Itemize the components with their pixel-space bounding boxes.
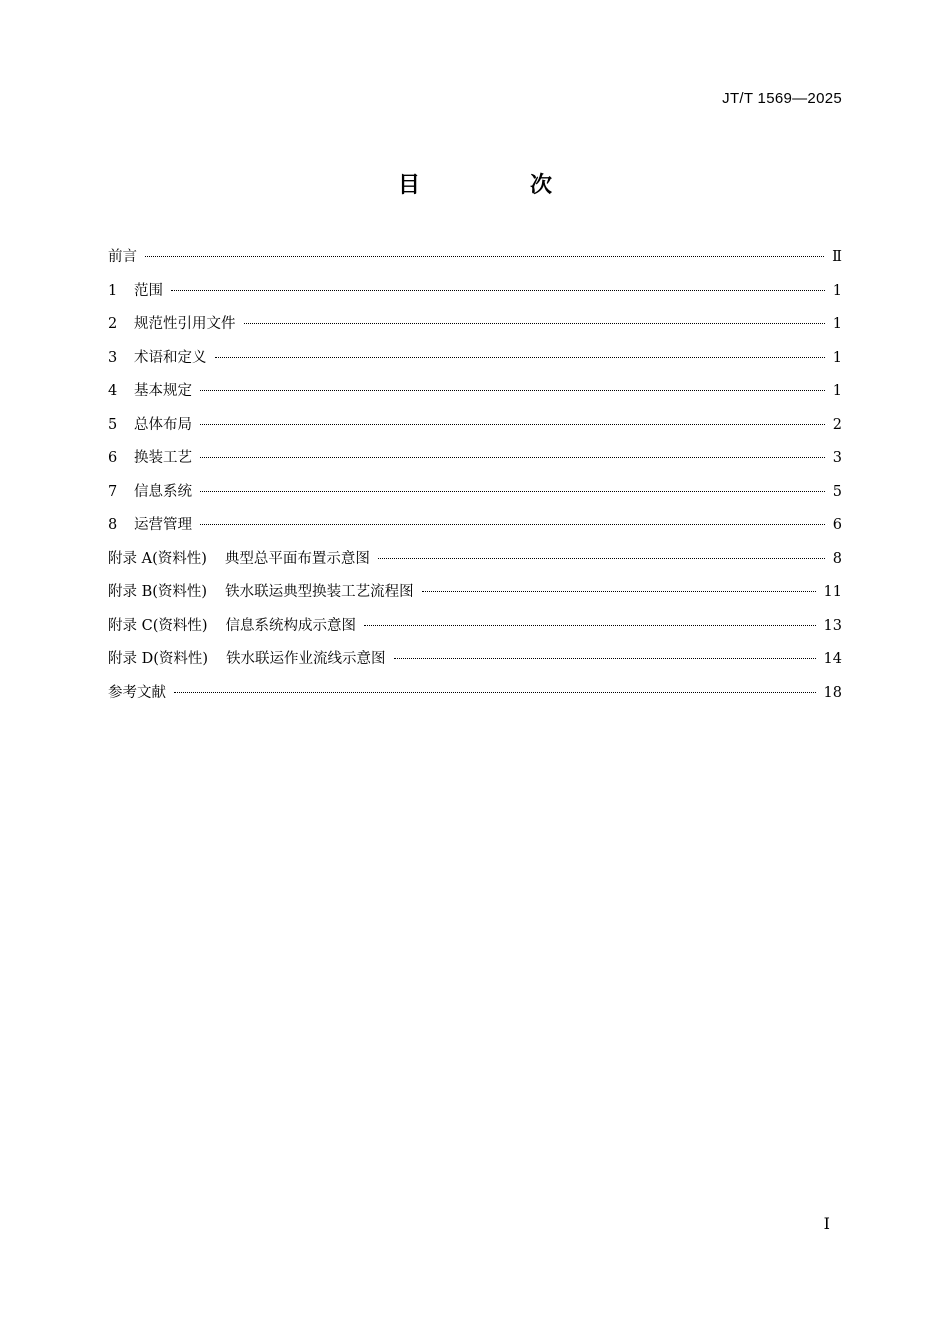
toc-entry-number: 2	[108, 316, 118, 332]
toc-entry-page: 18	[823, 684, 842, 701]
toc-leader-dots	[200, 457, 825, 458]
toc-entry-label	[134, 279, 163, 300]
toc-entry-label	[108, 614, 356, 635]
toc-entry[interactable]	[108, 379, 842, 413]
toc-entry-number: 7	[108, 483, 118, 500]
toc-entry-label-text: 参考文献	[108, 684, 166, 701]
toc-entry-label	[108, 580, 414, 601]
toc-entry[interactable]	[108, 480, 842, 514]
toc-leader-dots	[378, 558, 825, 559]
toc-entry-number: 8	[108, 517, 118, 533]
toc-entry-label-text: 附录 C(资料性)	[108, 617, 208, 634]
table-of-contents	[108, 245, 842, 714]
toc-leader-dots	[200, 424, 825, 425]
toc-entry-label-text: 附录 D(资料性)	[108, 651, 209, 667]
toc-entry-page: Ⅱ	[832, 249, 842, 265]
toc-entry-number: 4	[108, 383, 118, 399]
toc-leader-dots	[171, 290, 825, 291]
toc-entry[interactable]	[108, 413, 842, 447]
toc-entry-page: 1	[832, 282, 842, 299]
toc-leader-dots	[200, 524, 825, 525]
toc-entry-appendix-title: 信息系统构成示意图	[225, 617, 357, 634]
toc-entry-number: 6	[108, 450, 118, 466]
toc-entry-appendix-title: 铁水联运作业流线示意图	[226, 651, 386, 667]
toc-entry-label	[134, 379, 192, 400]
toc-entry-label-text: 附录 B(资料性)	[108, 584, 208, 600]
toc-entry-label-text: 总体布局	[134, 416, 192, 433]
toc-entry[interactable]	[108, 446, 842, 480]
toc-entry-page: 8	[832, 550, 842, 567]
toc-leader-dots	[200, 390, 825, 391]
toc-entry[interactable]	[108, 513, 842, 547]
toc-entry-appendix-title: 铁水联运典型换装工艺流程图	[225, 584, 414, 600]
toc-entry[interactable]	[108, 614, 842, 648]
toc-entry-page: 1	[832, 383, 842, 399]
toc-entry-label	[134, 312, 236, 333]
toc-entry-page: 13	[823, 617, 842, 634]
toc-leader-dots	[244, 323, 825, 324]
toc-entry-label	[108, 547, 370, 568]
toc-entry-label-text: 附录 A(资料性)	[108, 550, 207, 567]
document-code: JT/T 1569—2025	[722, 90, 842, 107]
toc-entry-label	[134, 513, 192, 534]
toc-entry-page: 1	[832, 349, 842, 366]
toc-leader-dots	[215, 357, 825, 358]
toc-entry[interactable]	[108, 647, 842, 681]
toc-leader-dots	[394, 658, 816, 659]
toc-entry-page: 1	[832, 316, 842, 332]
toc-entry-number: 1	[108, 282, 118, 299]
toc-entry-number: 5	[108, 416, 118, 433]
toc-entry-label	[134, 346, 207, 367]
toc-entry-page: 5	[832, 483, 842, 500]
toc-leader-dots	[200, 491, 825, 492]
toc-entry[interactable]	[108, 681, 842, 715]
toc-entry-label	[108, 647, 386, 668]
toc-entry-number: 3	[108, 349, 118, 366]
toc-leader-dots	[422, 591, 816, 592]
toc-entry[interactable]	[108, 346, 842, 380]
toc-entry[interactable]	[108, 245, 842, 279]
toc-entry-label-text: 范围	[134, 282, 163, 299]
toc-entry-label	[134, 413, 192, 434]
page-number: I	[823, 1214, 830, 1233]
toc-entry-label-text: 基本规定	[134, 383, 192, 399]
toc-entry-page: 11	[823, 584, 842, 600]
toc-entry-label-text: 运营管理	[134, 517, 192, 533]
toc-entry-label	[134, 446, 192, 467]
toc-entry-label	[108, 245, 137, 266]
toc-entry-label-text: 换装工艺	[134, 450, 192, 466]
toc-entry-page: 14	[823, 651, 842, 667]
toc-entry[interactable]	[108, 279, 842, 313]
toc-leader-dots	[364, 625, 816, 626]
toc-entry-label	[108, 681, 166, 702]
toc-entry-appendix-title: 典型总平面布置示意图	[224, 550, 370, 567]
toc-entry-page: 6	[832, 517, 842, 533]
toc-entry-page: 3	[832, 450, 842, 466]
toc-entry[interactable]	[108, 312, 842, 346]
toc-entry-page: 2	[832, 416, 842, 433]
toc-entry-label	[134, 480, 192, 501]
toc-leader-dots	[174, 692, 816, 693]
toc-entry[interactable]	[108, 580, 842, 614]
toc-entry[interactable]	[108, 547, 842, 581]
toc-entry-label-text: 信息系统	[134, 483, 192, 500]
toc-entry-label-text: 规范性引用文件	[134, 316, 236, 332]
toc-entry-label-text: 前言	[108, 249, 137, 265]
toc-leader-dots	[145, 256, 824, 257]
toc-entry-label-text: 术语和定义	[134, 349, 207, 366]
page-title: 目 次	[397, 173, 596, 198]
